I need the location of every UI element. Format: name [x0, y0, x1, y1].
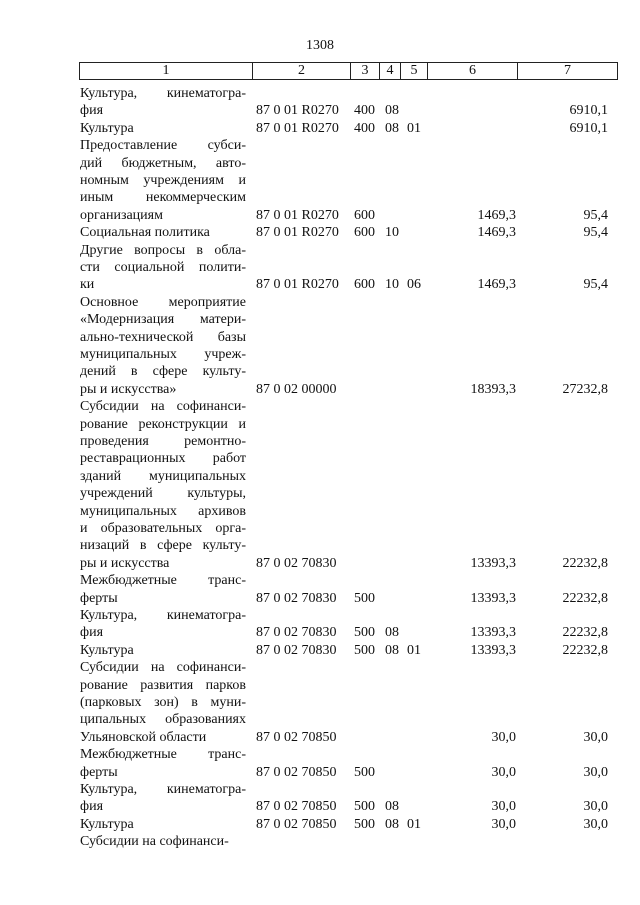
- row-code: 87 0 01 R0270: [256, 103, 339, 119]
- table-row: [0, 294, 640, 398]
- row-name-line: сти социальной полити-: [80, 259, 246, 275]
- row-name-line: зданий муниципальных: [80, 468, 246, 484]
- row-name-line: Межбюджетные транс-: [80, 747, 246, 763]
- row-name-line: Социальная политика: [80, 225, 210, 241]
- row-name-line: фия: [80, 103, 104, 119]
- row-code: 87 0 01 R0270: [256, 277, 339, 293]
- row-value-col7: 6910,1: [569, 120, 608, 136]
- row-name-line: рование реконструкции и: [80, 416, 246, 432]
- row-name-line: Ульяновской области: [80, 729, 207, 745]
- page-number: 1308: [306, 38, 334, 53]
- column-header-3: 3: [350, 63, 379, 79]
- table-row: [0, 120, 640, 137]
- row-name-line: Субсидии на софинанси-: [80, 660, 246, 676]
- row-name-line: Основное мероприятие: [80, 294, 246, 310]
- row-value-col7: 30,0: [583, 816, 608, 832]
- row-subsection: 01: [407, 642, 421, 658]
- table-row: [0, 85, 640, 120]
- row-name-line: Субсидии на софинанси-: [80, 834, 229, 850]
- column-header-6: 6: [427, 63, 517, 79]
- row-name-line: Культура, кинематогра-: [80, 607, 246, 623]
- row-name-line: учреждений культуры,: [80, 486, 246, 502]
- column-header-1: 1: [162, 63, 170, 78]
- row-value-col7: 27232,8: [562, 381, 608, 397]
- row-value-col7: 95,4: [583, 207, 608, 223]
- row-value-col6: 30,0: [491, 816, 516, 832]
- row-name-line: фия: [80, 799, 104, 815]
- row-name-line: муниципальных архивов: [80, 503, 246, 519]
- table-body: [0, 85, 640, 851]
- table-row: [0, 781, 640, 816]
- row-expense-type: 600: [354, 225, 375, 241]
- row-name: [80, 816, 246, 833]
- row-value-col7: 22232,8: [562, 590, 608, 606]
- row-value-col7: 30,0: [583, 764, 608, 780]
- row-name-line: ры и искусства»: [80, 381, 177, 397]
- row-value-col6: 30,0: [491, 729, 516, 745]
- row-value-col6: 1469,3: [477, 225, 516, 241]
- row-code: 87 0 01 R0270: [256, 207, 339, 223]
- row-subsection: 06: [407, 277, 421, 293]
- row-value-col6: 13393,3: [470, 642, 516, 658]
- row-code: 87 0 02 70830: [256, 642, 337, 658]
- row-name-line: Предоставление субси-: [80, 138, 246, 154]
- row-name: [80, 746, 246, 781]
- row-value-col7: 6910,1: [569, 103, 608, 119]
- row-expense-type: 600: [354, 207, 375, 223]
- row-expense-type: 500: [354, 642, 375, 658]
- table-row: [0, 642, 640, 659]
- row-name-line: Культура: [80, 642, 134, 658]
- row-expense-type: 500: [354, 590, 375, 606]
- row-section: 10: [385, 225, 399, 241]
- column-header-4: 4: [379, 63, 400, 79]
- row-name: [80, 294, 246, 398]
- row-name-line: Культура, кинематогра-: [80, 781, 246, 797]
- table-row: [0, 816, 640, 833]
- row-name-line: Культура: [80, 816, 134, 832]
- row-section: 08: [385, 103, 399, 119]
- row-value-col6: 1469,3: [477, 277, 516, 293]
- row-name-line: ципальных образованиях: [80, 712, 246, 728]
- row-value-col7: 30,0: [583, 729, 608, 745]
- table-row: [0, 833, 640, 850]
- row-name: [80, 781, 246, 816]
- row-code: 87 0 02 70850: [256, 799, 337, 815]
- row-value-col7: 22232,8: [562, 625, 608, 641]
- row-value-col7: 95,4: [583, 225, 608, 241]
- row-name: [80, 642, 246, 659]
- table-header: [79, 62, 618, 80]
- row-code: 87 0 01 R0270: [256, 120, 339, 136]
- row-name-line: иным некоммерческим: [80, 190, 246, 206]
- table-row: [0, 659, 640, 746]
- row-name: [80, 137, 246, 224]
- row-section: 08: [385, 120, 399, 136]
- row-name: [80, 85, 246, 120]
- table-row: [0, 242, 640, 294]
- row-name-line: «Модернизация матери-: [80, 312, 246, 328]
- row-name: [80, 833, 246, 850]
- row-section: 08: [385, 799, 399, 815]
- row-value-col6: 18393,3: [470, 381, 516, 397]
- row-expense-type: 500: [354, 625, 375, 641]
- row-value-col7: 22232,8: [562, 642, 608, 658]
- column-header-7: 7: [517, 63, 617, 79]
- row-value-col7: 30,0: [583, 799, 608, 815]
- table-row: [0, 398, 640, 572]
- row-code: 87 0 02 70830: [256, 590, 337, 606]
- table-row: [0, 137, 640, 224]
- row-name-line: муниципальных учреж-: [80, 346, 246, 362]
- row-section: 10: [385, 277, 399, 293]
- row-section: 08: [385, 642, 399, 658]
- row-name: [80, 572, 246, 607]
- row-code: 87 0 02 70850: [256, 764, 337, 780]
- row-name-line: Субсидии на софинанси-: [80, 399, 246, 415]
- row-name: [80, 120, 246, 137]
- table-row: [0, 607, 640, 642]
- row-name-line: Другие вопросы в обла-: [80, 242, 246, 258]
- row-name-line: ально-технической базы: [80, 329, 246, 345]
- row-code: 87 0 02 70850: [256, 816, 337, 832]
- row-expense-type: 500: [354, 816, 375, 832]
- row-section: 08: [385, 625, 399, 641]
- row-name: [80, 659, 246, 746]
- table-row: [0, 746, 640, 781]
- table-row: [0, 224, 640, 241]
- row-name-line: и образовательных орга-: [80, 520, 246, 536]
- row-name-line: дений в сфере культу-: [80, 364, 246, 380]
- row-name-line: проведения ремонтно-: [80, 433, 246, 449]
- row-value-col6: 30,0: [491, 764, 516, 780]
- row-name-line: ры и искусства: [80, 555, 170, 571]
- table-row: [0, 572, 640, 607]
- row-code: 87 0 02 70850: [256, 729, 337, 745]
- row-subsection: 01: [407, 120, 421, 136]
- row-name-line: Межбюджетные транс-: [80, 573, 246, 589]
- row-expense-type: 500: [354, 799, 375, 815]
- row-code: 87 0 02 70830: [256, 625, 337, 641]
- row-name-line: низаций в сфере культу-: [80, 538, 246, 554]
- row-name: [80, 224, 246, 241]
- row-value-col6: 1469,3: [477, 207, 516, 223]
- row-name-line: ферты: [80, 590, 118, 606]
- row-name: [80, 398, 246, 572]
- row-expense-type: 400: [354, 103, 375, 119]
- row-value-col6: 13393,3: [470, 625, 516, 641]
- row-expense-type: 500: [354, 764, 375, 780]
- column-header-2: 2: [252, 63, 350, 79]
- row-name-line: номным учреждениям и: [80, 172, 246, 188]
- row-code: 87 0 02 00000: [256, 381, 337, 397]
- row-name-line: Культура, кинематогра-: [80, 85, 246, 101]
- row-name: [80, 607, 246, 642]
- row-section: 08: [385, 816, 399, 832]
- row-value-col6: 13393,3: [470, 555, 516, 571]
- row-name-line: (парковых зон) в муни-: [80, 694, 246, 710]
- row-name-line: ферты: [80, 764, 118, 780]
- row-expense-type: 600: [354, 277, 375, 293]
- row-name-line: рование развития парков: [80, 677, 246, 693]
- row-subsection: 01: [407, 816, 421, 832]
- row-name-line: дий бюджетным, авто-: [80, 155, 246, 171]
- column-header-5: 5: [400, 63, 427, 79]
- row-name-line: Культура: [80, 120, 134, 136]
- row-value-col6: 30,0: [491, 799, 516, 815]
- row-code: 87 0 02 70830: [256, 555, 337, 571]
- row-value-col7: 95,4: [583, 277, 608, 293]
- row-expense-type: 400: [354, 120, 375, 136]
- row-name-line: реставрационных работ: [80, 451, 246, 467]
- row-value-col7: 22232,8: [562, 555, 608, 571]
- row-name-line: фия: [80, 625, 104, 641]
- row-code: 87 0 01 R0270: [256, 225, 339, 241]
- row-name: [80, 242, 246, 294]
- row-value-col6: 13393,3: [470, 590, 516, 606]
- row-name-line: ки: [80, 277, 95, 293]
- row-name-line: организациям: [80, 207, 163, 223]
